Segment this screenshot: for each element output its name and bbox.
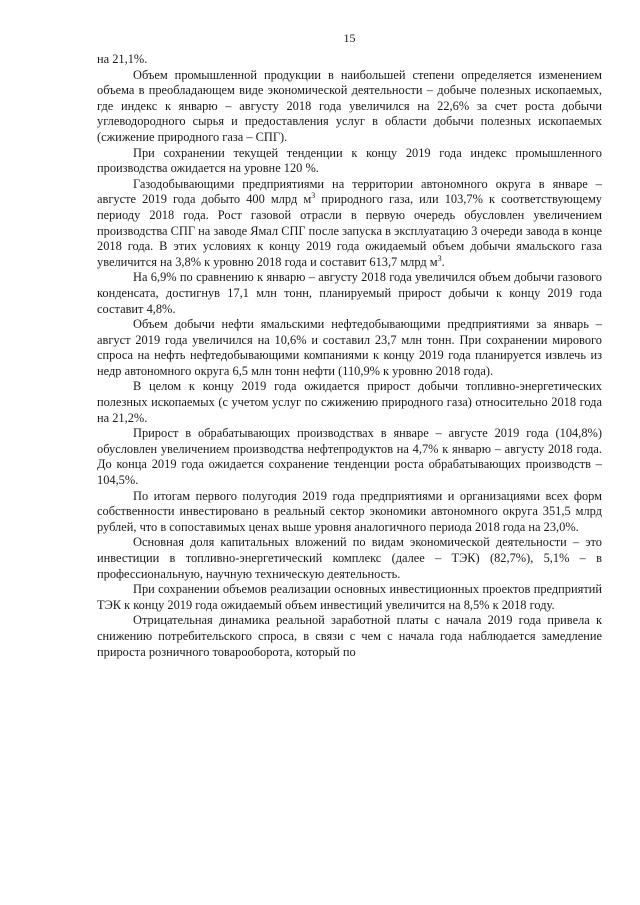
paragraph: В целом к концу 2019 года ожидается прирост добычи топливно-энергетических полезных ископаемых (с учетом услуг по сжижению природного газа) относительно 2018 года на 21,2%. <box>97 379 602 425</box>
paragraph: По итогам первого полугодия 2019 года предприятиями и организациями всех форм собственности инвестировано в реальный сектор экономики автономного округа 351,5 млрд рублей, что в сопоставимых ценах выше уровня аналогичного периода 2018 года на 23,0%. <box>97 488 602 534</box>
superscript: 3 <box>437 253 442 263</box>
page-number: 15 <box>343 31 356 45</box>
paragraph-text: Газодобывающими предприятиями на территории автономного округа в январе – августе 2019 года добыто 400 млрд м <box>97 176 602 207</box>
paragraph: Объем промышленной продукции в наибольшей степени определяется изменением объема в преобладающем виде экономической деятельности – добыче полезных ископаемых, где индекс к январю – августу 2018 года увеличился на 22,6% за счет роста добычи углеводородного сырья и предоставления услуг в области добычи полезных ископаемых (сжижение природного газа – СПГ). <box>97 67 602 144</box>
paragraph: Прирост в обрабатывающих производствах в январе – августе 2019 года (104,8%) обусловлен увеличением производства нефтепродуктов на 4,7% к январю – августу 2018 года. До конца 2019 года ожидается сохранение тенденции роста обрабатывающих производств – 104,5%. <box>97 426 602 488</box>
paragraph <box>97 177 602 271</box>
paragraph-text: природного газа, или 103,7% к соответствующему периоду 2018 года. Рост газовой отрасли в первую очередь обусловлен увеличением производства СПГ на заводе Ямал СПГ после запуска в эксплуатацию 3 очереди завода в конце 2018 года. В этих условиях к концу 2019 года ожидаемый объем добычи ямальского газа увеличится на 3,8% к уровню 2018 года и составит 613,7 млрд м <box>97 192 602 269</box>
paragraph: на 21,1%. <box>97 52 148 66</box>
paragraph: Основная доля капитальных вложений по видам экономической деятельности – это инвестиции в топливно-энергетический комплекс (далее – ТЭК) (82,7%), 5,1% – в профессиональную, научную техническую деятельность. <box>97 535 602 581</box>
paragraph: На 6,9% по сравнению к январю – августу 2018 года увеличился объем добычи газового конденсата, достигнув 17,1 млн тонн, планируемый прирост добычи к концу 2019 года составит 4,8%. <box>97 270 602 316</box>
paragraph: Объем добычи нефти ямальскими нефтедобывающими предприятиями за январь – август 2019 года увеличился на 10,6% и составил 23,7 млн тонн. При сохранении мирового спроса на нефть нефтедобывающими компаниями к концу 2019 года планируется извлечь из недр автономного округа 6,5 млн тонн нефти (110,9% к уровню 2018 года). <box>97 317 602 378</box>
paragraph-text: . <box>441 254 445 269</box>
paragraph: Отрицательная динамика реальной заработной платы с начала 2019 года привела к снижению потребительского спроса, в связи с чем с начала года наблюдается замедление прироста розничного товарооборота, который по <box>97 613 602 659</box>
superscript: 3 <box>311 191 316 201</box>
paragraph: При сохранении текущей тенденции к концу 2019 года индекс промышленного производства ожидается на уровне 120 %. <box>97 145 602 176</box>
paragraph: При сохранении объемов реализации основных инвестиционных проектов предприятий ТЭК к концу 2019 года ожидаемый объем инвестиций увеличится на 8,5% к 2018 году. <box>97 582 602 612</box>
